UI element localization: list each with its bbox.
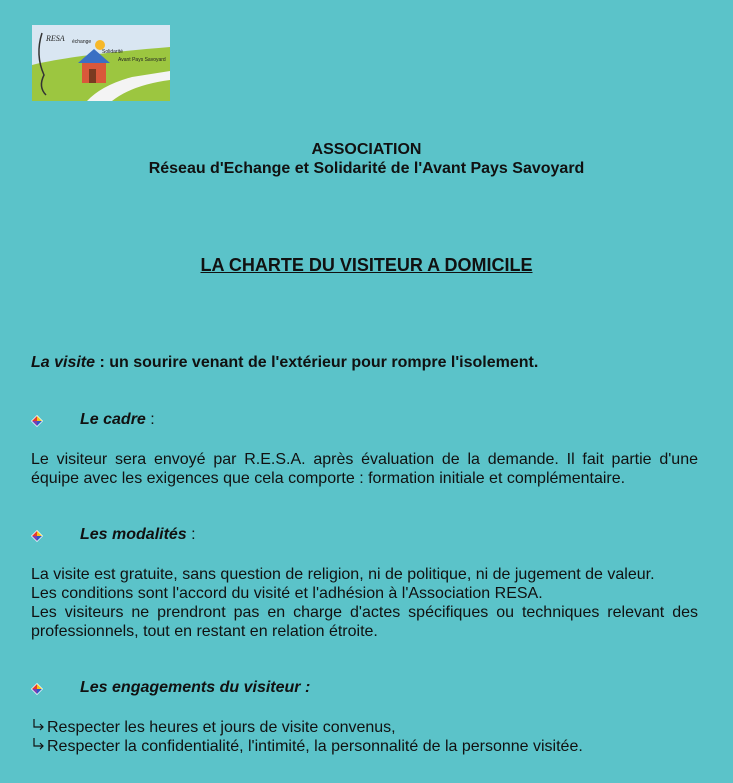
- svg-text:Avant Pays Savoyard: Avant Pays Savoyard: [118, 57, 166, 63]
- list-item: [31, 737, 583, 756]
- section-modalites-body-2: Les conditions sont l'accord du visité et l'adhésion à l'Association RESA.: [31, 585, 543, 602]
- section-modalites-label: Les modalités: [80, 526, 187, 543]
- hooked-arrow-icon: [31, 718, 47, 732]
- section-cadre-body: Le visiteur sera envoyé par R.E.S.A. après évaluation de la demande. Il fait partie d'une équipe avec les exigences que cela comporte : formation initiale et complémentaire.: [31, 451, 698, 487]
- section-cadre-label: Le cadre: [80, 411, 146, 428]
- intro-text: : un sourire venant de l'extérieur pour rompre l'isolement.: [95, 354, 539, 371]
- diamond-bullet-icon: [31, 530, 43, 542]
- section-engagements-heading: [80, 679, 310, 697]
- section-modalites-body-3: Les visiteurs ne prendront pas en charge d'actes spécifiques ou techniques relevant des professionnels, tout en restant en relation étroite.: [31, 604, 698, 640]
- section-modalites-heading: [80, 526, 196, 544]
- page-title: LA CHARTE DU VISITEUR A DOMICILE: [200, 255, 533, 275]
- section-modalites-body-1: La visite est gratuite, sans question de religion, ni de politique, ni de jugement de valeur.: [31, 566, 655, 583]
- section-modalites-suffix: :: [186, 526, 196, 543]
- diamond-bullet-icon: [31, 415, 43, 427]
- intro-term: La visite: [31, 354, 96, 371]
- association-heading: ASSOCIATION: [311, 141, 422, 158]
- association-name: Réseau d'Echange et Solidarité de l'Avant Pays Savoyard: [148, 160, 585, 177]
- intro-line: [31, 353, 698, 372]
- svg-text:Solidarité: Solidarité: [102, 49, 123, 55]
- hooked-arrow-icon: [31, 737, 47, 751]
- section-cadre-heading: [80, 411, 155, 429]
- engagement-item-1: Respecter les heures et jours de visite convenus,: [47, 719, 396, 736]
- engagement-item-2: Respecter la confidentialité, l'intimité, la personnalité de la personne visitée.: [47, 738, 583, 755]
- svg-text:échange: échange: [72, 39, 92, 45]
- section-engagements-label: Les engagements du visiteur :: [80, 679, 311, 696]
- section-cadre-suffix: :: [145, 411, 155, 428]
- list-item: [31, 718, 396, 737]
- resa-logo: [32, 25, 170, 101]
- diamond-bullet-icon: [31, 683, 43, 695]
- svg-text:RESA: RESA: [46, 34, 65, 43]
